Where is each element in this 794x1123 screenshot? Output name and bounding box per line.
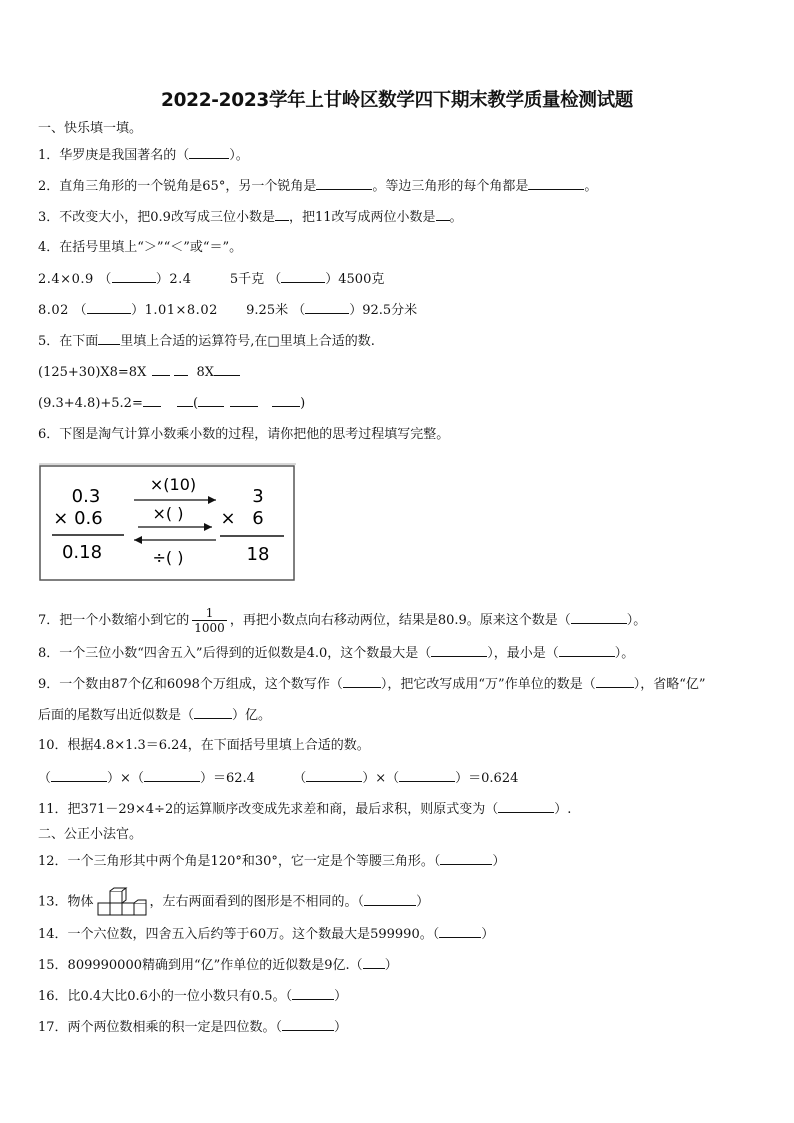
question-8: 8．一个三位小数“四舍五入”后得到的近似数是4.0，这个数最大是（ ），最小是（ ）。	[38, 646, 635, 661]
answer-blank[interactable]	[363, 956, 385, 969]
fraction: $\frac{1}{1000}$	[194, 606, 225, 635]
answer-blank[interactable]	[275, 208, 289, 221]
page-title: 2022-2023学年上甘岭区数学四下期末教学质量检测试题	[161, 90, 633, 111]
answer-blank[interactable]	[316, 177, 372, 190]
question-5-row-2: (9.3+4.8)+5.2= ( )	[38, 396, 306, 411]
question-9-cont: 后面的尾数写出近似数是（ ）亿。	[38, 708, 272, 723]
operator-blank-sample	[98, 332, 120, 345]
question-17: 17．两个两位数相乘的积一定是四位数。（ ）	[38, 1020, 348, 1035]
section-heading-2: 二、公正小法官。	[38, 827, 143, 842]
question-4-row-1: 2.4×0.9 （ ）2.4 5千克 （ ）4500克	[38, 272, 385, 287]
answer-blank[interactable]	[112, 270, 156, 283]
section-heading-1: 一、快乐填一填。	[38, 121, 143, 136]
answer-blank[interactable]	[177, 394, 193, 407]
factor-decimal-2: × 0.6	[53, 508, 103, 529]
question-5: 5．在下面 里填上合适的运算符号,在□里填上合适的数.	[38, 334, 375, 349]
question-7: 7．把一个小数缩小到它的 $\frac{1}{1000}$ ，再把小数点向右移动两位，结果是80.9。原来这个数是（ ）。	[38, 606, 647, 635]
question-15: 15．809990000精确到用“亿”作单位的近似数是9亿.（ ）	[38, 958, 398, 973]
integer-product: 18	[246, 544, 270, 565]
answer-blank[interactable]	[436, 208, 450, 221]
answer-blank[interactable]	[144, 769, 200, 782]
question-3: 3．不改变大小，把0.9改写成三位小数是 ，把11改写成两位小数是 。	[38, 210, 463, 225]
answer-blank[interactable]	[198, 394, 224, 407]
answer-blank[interactable]	[306, 769, 362, 782]
question-13: 13．物体 ，左右两面看到的图形是不相同的。（ ）	[38, 887, 429, 917]
times-sign: ×	[220, 508, 236, 529]
answer-blank[interactable]	[152, 363, 170, 376]
answer-blank[interactable]	[272, 394, 300, 407]
answer-blank[interactable]	[51, 769, 107, 782]
factor-decimal-1: 0.3	[71, 486, 101, 507]
answer-blank[interactable]	[174, 363, 188, 376]
question-2: 2．直角三角形的一个锐角是65°，另一个锐角是 。等边三角形的每个角都是 。	[38, 179, 598, 194]
question-1: 1．华罗庚是我国著名的（ ）。	[38, 148, 249, 163]
answer-blank[interactable]	[143, 394, 161, 407]
answer-blank[interactable]	[431, 644, 487, 657]
question-10: 10．根据4.8×1.3＝6.24，在下面括号里填上合适的数。	[38, 738, 370, 753]
question-14: 14．一个六位数，四舍五入后约等于60万。这个数最大是599990。（ ）	[38, 927, 495, 942]
question-6: 6．下图是淘气计算小数乘小数的过程，请你把他的思考过程填写完整。	[38, 427, 450, 442]
answer-blank[interactable]	[439, 925, 481, 938]
question-4: 4．在括号里填上“＞”“＜”或“＝”。	[38, 240, 243, 255]
answer-blank[interactable]	[596, 675, 634, 688]
factor-integer-2: 6	[252, 508, 264, 529]
answer-blank[interactable]	[498, 800, 554, 813]
arrow-label-2: ×( )	[152, 504, 184, 523]
answer-blank[interactable]	[230, 394, 258, 407]
answer-blank[interactable]	[214, 363, 240, 376]
arrow-label-1: ×(10)	[149, 475, 197, 494]
question-4-row-2: 8.02 （ ）1.01×8.02 9.25米 （ ）92.5分米	[38, 303, 418, 318]
answer-blank[interactable]	[194, 706, 232, 719]
answer-blank[interactable]	[87, 301, 131, 314]
answer-blank[interactable]	[292, 987, 334, 1000]
question-16: 16．比0.4大比0.6小的一位小数只有0.5。（ ）	[38, 989, 348, 1004]
question-11: 11．把371－29×4÷2的运算顺序改变成先求差和商，最后求积，则原式变为（ ）.	[38, 802, 572, 817]
question-5-row-1: (125+30)X8=8X 8X	[38, 363, 240, 382]
answer-blank[interactable]	[305, 301, 349, 314]
answer-blank[interactable]	[440, 852, 492, 865]
answer-blank[interactable]	[559, 644, 615, 657]
answer-blank[interactable]	[281, 270, 325, 283]
question-10-row: （ ）×（ ）＝62.4 （ ）×（ ）＝0.624	[38, 771, 519, 786]
question-9: 9．一个数由87个亿和6098个万组成，这个数写作（ ），把它改写成用“万”作单位的数是（ ），省略“亿”	[38, 677, 706, 692]
answer-blank[interactable]	[343, 675, 381, 688]
arrow-label-3: ÷( )	[152, 548, 184, 567]
multiplication-figure	[38, 462, 296, 584]
cube-stack-icon	[96, 887, 148, 917]
answer-blank[interactable]	[528, 177, 584, 190]
answer-blank[interactable]	[282, 1018, 334, 1031]
question-12: 12．一个三角形其中两个角是120°和30°，它一定是个等腰三角形。（ ）	[38, 854, 506, 869]
answer-blank[interactable]	[364, 893, 416, 906]
decimal-product: 0.18	[61, 542, 103, 563]
answer-blank[interactable]	[399, 769, 455, 782]
answer-blank[interactable]	[189, 146, 229, 159]
factor-integer-1: 3	[252, 486, 264, 507]
answer-blank[interactable]	[571, 611, 627, 624]
